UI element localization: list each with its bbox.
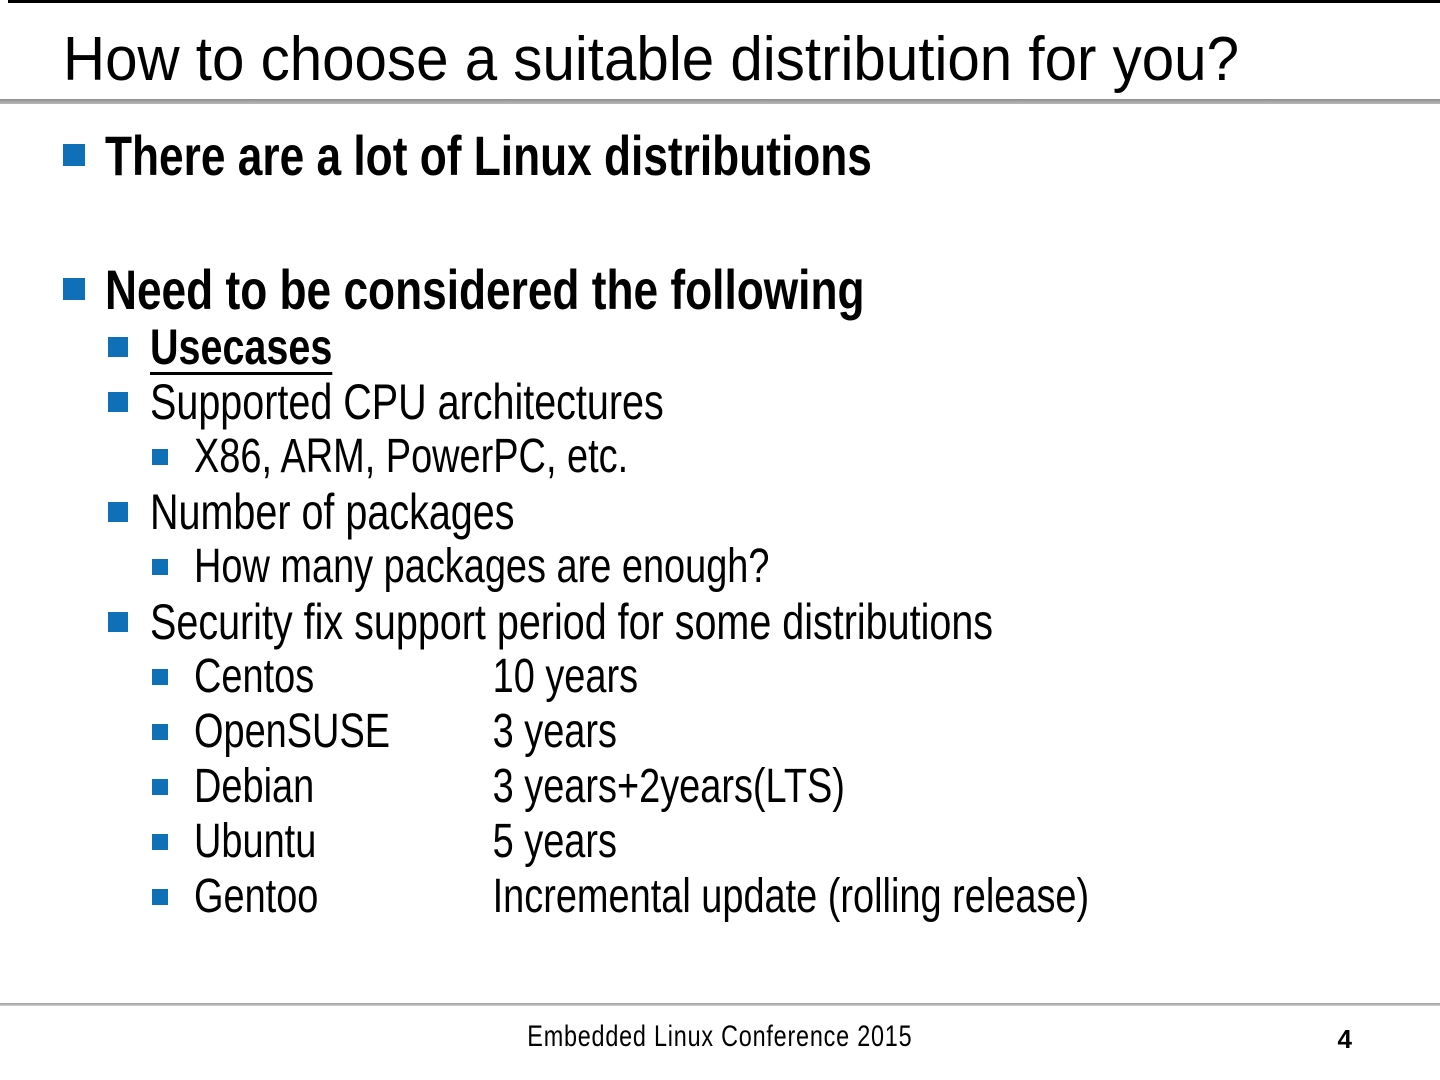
bullet-text: There are a lot of Linux distributions (105, 123, 872, 187)
bullet-text: Supported CPU architectures (150, 373, 664, 430)
bullet-text: Number of packages (150, 483, 515, 540)
bullet-square-icon (108, 502, 128, 522)
bullet-square-icon (108, 612, 128, 632)
bullet-square-icon (152, 779, 168, 795)
bullet-square-icon (152, 889, 168, 905)
bullet-text: Usecases (150, 318, 333, 375)
distro-entry (194, 869, 1089, 924)
distro-period: 10 years (492, 650, 639, 703)
distro-name: Ubuntu (194, 815, 317, 868)
bullet-square-icon (108, 337, 128, 357)
bullet-square-icon (152, 449, 168, 465)
bullet-square-icon (152, 559, 168, 575)
bullet-item-lots-of-distributions (63, 125, 1440, 185)
bullet-item-how-many-packages (63, 539, 1440, 594)
bullet-square-icon (63, 278, 85, 300)
bullet-item-cpu-architectures (63, 374, 1440, 429)
bullet-square-icon (152, 724, 168, 740)
title-divider (0, 99, 1440, 104)
bullet-square-icon (152, 834, 168, 850)
footer-divider (0, 1003, 1440, 1006)
bullet-square-icon (152, 669, 168, 685)
bullet-text: Security fix support period for some distributions (150, 593, 994, 650)
distro-entry (194, 759, 845, 814)
distro-row-centos (63, 649, 1440, 704)
bullet-text: How many packages are enough? (194, 540, 770, 593)
bullet-item-cpu-examples (63, 429, 1440, 484)
footer-conference-name (0, 1020, 1440, 1054)
distro-name: OpenSUSE (194, 705, 391, 758)
bullet-text: Need to be considered the following (105, 257, 865, 321)
distro-row-opensuse (63, 704, 1440, 759)
distro-period: 5 years (492, 815, 617, 868)
distro-period: Incremental update (rolling release) (492, 870, 1090, 923)
distro-name: Debian (194, 760, 315, 813)
distro-row-debian (63, 759, 1440, 814)
screen-edge-artifact (8, 0, 1440, 3)
bullet-item-security-fix-period (63, 594, 1440, 649)
distro-entry (194, 704, 617, 759)
bullet-text: X86, ARM, PowerPC, etc. (194, 430, 629, 483)
bullet-item-number-of-packages (63, 484, 1440, 539)
vertical-spacer (63, 185, 1440, 259)
distro-row-gentoo (63, 869, 1440, 924)
bullet-square-icon (63, 144, 85, 166)
distro-name: Centos (194, 650, 315, 703)
distro-entry (194, 649, 638, 704)
bullet-item-need-considered (63, 259, 1440, 319)
distro-row-ubuntu (63, 814, 1440, 869)
distro-entry (194, 814, 617, 869)
distro-period: 3 years+2years(LTS) (492, 760, 845, 813)
page-number: 4 (1337, 1024, 1352, 1054)
distro-period: 3 years (492, 705, 617, 758)
slide-body (63, 125, 1440, 924)
footer-conference-label: Embedded Linux Conference 2015 (527, 1020, 913, 1053)
slide-title: How to choose a suitable distribution for you? (63, 25, 1239, 94)
bullet-item-usecases (63, 319, 1440, 374)
bullet-square-icon (108, 392, 128, 412)
distro-name: Gentoo (194, 870, 319, 923)
